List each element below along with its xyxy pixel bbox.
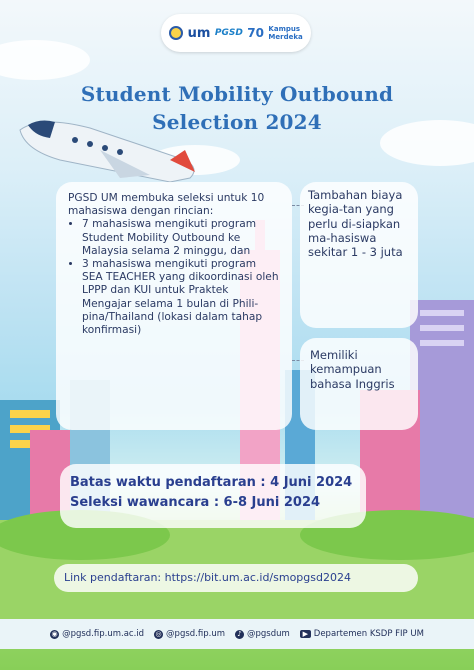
footer-item-instagram[interactable] — [154, 629, 225, 639]
selection-details-card — [56, 182, 292, 430]
youtube-icon: ▶ — [300, 630, 311, 638]
footer-item-tiktok[interactable] — [235, 629, 290, 639]
footer-tiktok-label: @pgsdum — [246, 629, 290, 639]
footer-youtube-label: Departemen KSDP FIP UM — [313, 629, 424, 639]
list-item: • 3 mahasiswa mengikuti program SEA TEACHER yang dikoordinasi oleh LPPP dan KUI untuk Praktek Mengajar selama 1 bulan di Phili-pina/Thailand (lokasi dalam tahap konfirmasi) — [82, 258, 280, 337]
page-title-line1: Student Mobility Outbound — [80, 82, 394, 106]
registration-link-card[interactable] — [54, 564, 418, 592]
pgsd-logo: PGSD — [214, 28, 243, 38]
page-title-line2: Selection 2024 — [152, 110, 322, 134]
interview-schedule: Seleksi wawancara : 6-8 Juni 2024 — [70, 495, 321, 510]
details-intro: PGSD UM membuka seleksi untuk 10 mahasiswa dengan rincian: — [68, 192, 265, 218]
university-seal-icon — [169, 26, 183, 40]
language-requirement-card — [300, 338, 418, 430]
details-list — [68, 218, 280, 337]
footer-web-label: @pgsd.fip.um.ac.id — [62, 629, 145, 639]
footer-item-youtube[interactable] — [300, 629, 424, 639]
list-item: • 7 mahasiswa mengikuti program Student Mobility Outbound ke Malaysia selama 2 minggu, dan — [82, 218, 280, 258]
registration-link[interactable]: Link pendaftaran: https://bit.um.ac.id/smopgsd2024 — [64, 571, 351, 584]
web-icon: ◉ — [51, 629, 58, 638]
registration-deadline: Batas waktu pendaftaran : 4 Juni 2024 — [70, 475, 353, 490]
anniversary-logo: 70 — [247, 26, 264, 40]
tiktok-icon: ♪ — [235, 630, 244, 639]
um-logo: um — [187, 25, 211, 41]
language-requirement-text: Memiliki kemampuan bahasa Inggris — [310, 348, 395, 391]
deadlines-card — [60, 464, 366, 528]
logo-bar — [161, 14, 311, 52]
footer-instagram-label: @pgsd.fip.um — [166, 629, 225, 639]
cost-info-card — [300, 182, 418, 328]
instagram-icon: ◎ — [155, 629, 162, 638]
kampus-merdeka-logo: Kampus Merdeka — [268, 25, 303, 41]
cost-info-text: Tambahan biaya kegia-tan yang perlu di-siapkan ma-hasiswa sekitar 1 - 3 juta — [308, 188, 403, 260]
footer — [0, 619, 474, 649]
footer-item-web[interactable] — [50, 629, 144, 639]
